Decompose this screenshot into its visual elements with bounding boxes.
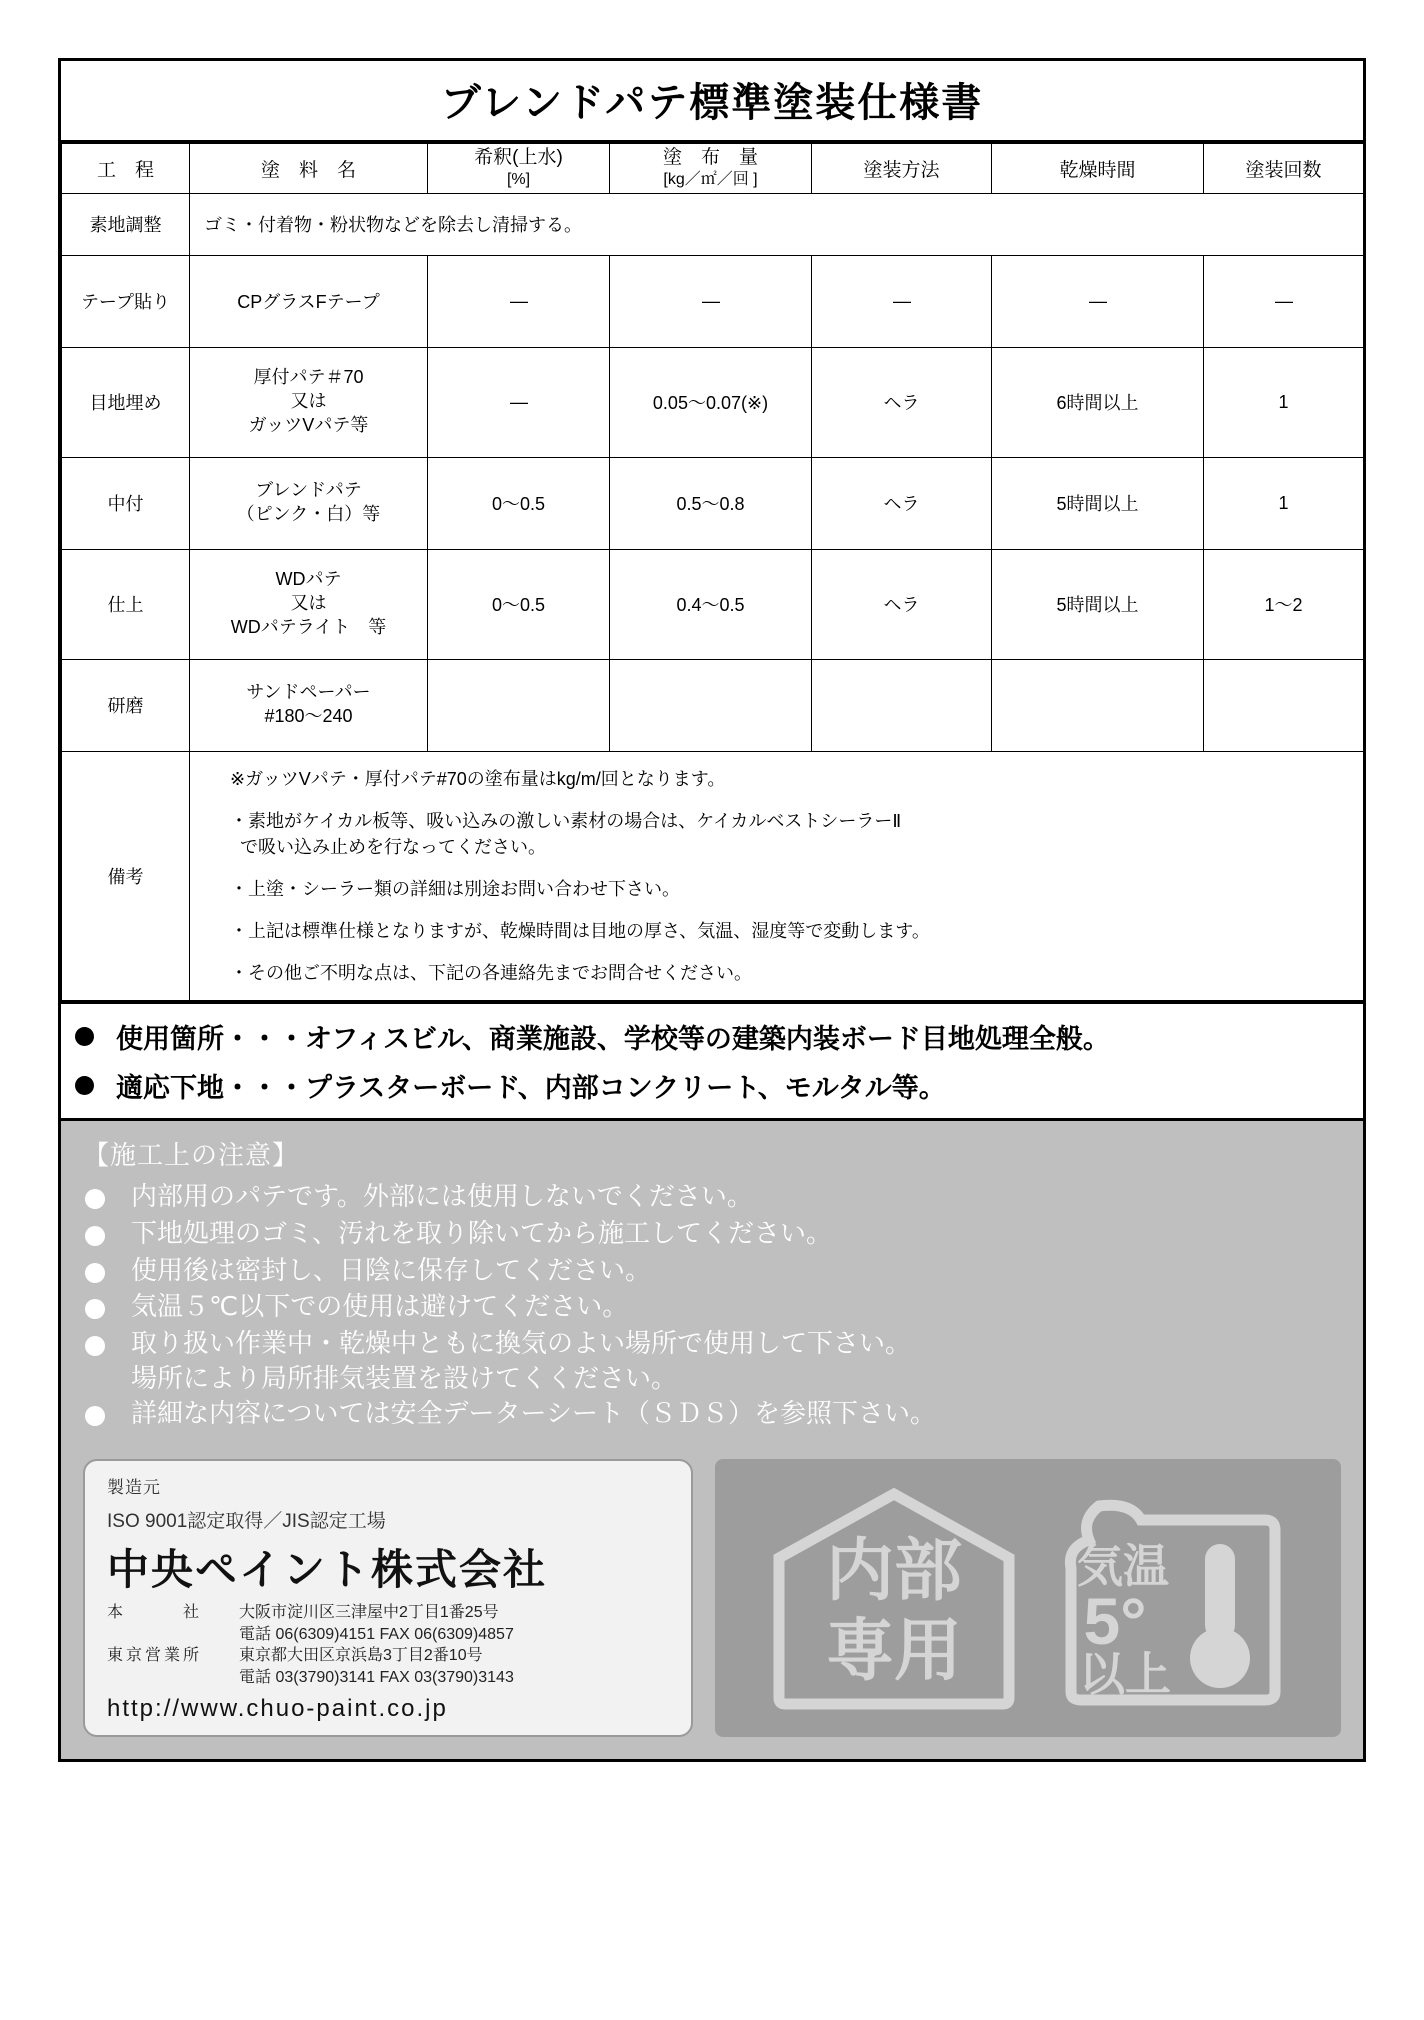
spec-table-wrap bbox=[61, 143, 1363, 1001]
row-coats: 1 bbox=[1204, 347, 1364, 457]
maker-website-url: http://www.chuo-paint.co.jp bbox=[107, 1695, 448, 1723]
row-coverage: 0.5〜0.8 bbox=[610, 457, 812, 549]
maker-company-name: 中央ペイント株式会社 bbox=[107, 1546, 548, 1594]
row-process-label: 研磨 bbox=[62, 659, 190, 751]
row-coats: 1 bbox=[1204, 457, 1364, 549]
caution-heading: 【施工上の注意】 bbox=[83, 1140, 300, 1171]
maker-office-row bbox=[107, 1646, 673, 1667]
bullet-dot-icon bbox=[85, 1189, 105, 1209]
interior-only-badge-icon bbox=[769, 1486, 1019, 1711]
maker-certification: ISO 9001認定取得／JIS認定工場 bbox=[107, 1511, 386, 1533]
caution-subline: 場所により局所排気装置を設けてくください。 bbox=[131, 1362, 678, 1393]
office-name-spacer bbox=[107, 1668, 239, 1689]
row-coats: ― bbox=[1204, 255, 1364, 347]
row-coverage: ― bbox=[610, 255, 812, 347]
row-dilution bbox=[428, 659, 610, 751]
row-drytime: 6時間以上 bbox=[992, 347, 1204, 457]
maker-label: 製造元 bbox=[107, 1478, 161, 1498]
caution-item bbox=[83, 1215, 1363, 1252]
table-row bbox=[62, 347, 1364, 457]
office-phone: 電話 03(3790)3141 FAX 03(3790)3143 bbox=[239, 1668, 514, 1686]
usage-label-substrate: 適応下地・・・ bbox=[116, 1073, 305, 1104]
row-coats: 1〜2 bbox=[1204, 549, 1364, 659]
remark-item-2: ・上塗・シーラー類の詳細は別途お問い合わせ下さい。 bbox=[230, 878, 680, 899]
office-address: 東京都大田区京浜島3丁目2番10号 bbox=[239, 1647, 483, 1665]
remark-item-1-line1: ・素地がケイカル板等、吸い込みの激しい素材の場合は、ケイカルベストシーラーⅡ bbox=[230, 810, 902, 831]
caution-item-text: 詳細な内容については安全データーシート（ＳＤＳ）を参照下さい。 bbox=[131, 1397, 936, 1428]
interior-badge-line1: 内部 bbox=[825, 1532, 963, 1609]
office-address: 大阪市淀川区三津屋中2丁目1番25号 bbox=[239, 1604, 499, 1622]
thermometer-icon bbox=[1190, 1544, 1250, 1688]
remark-item-4: ・その他ご不明な点は、下記の各連絡先までお問合せください。 bbox=[230, 963, 752, 983]
row-coverage bbox=[610, 659, 812, 751]
bullet-dot-icon bbox=[85, 1263, 105, 1283]
maker-card bbox=[83, 1459, 693, 1737]
row-coats bbox=[1204, 659, 1364, 751]
table-row bbox=[62, 549, 1364, 659]
row-process-label: テープ貼り bbox=[62, 255, 190, 347]
col-header-coats: 塗装回数 bbox=[1204, 144, 1364, 194]
caution-item-text: 取り扱い作業中・乾燥中ともに換気のよい場所で使用して下さい。 bbox=[131, 1328, 912, 1359]
remarks-body bbox=[190, 751, 1364, 1001]
usage-block bbox=[61, 1001, 1363, 1118]
row-method bbox=[812, 659, 992, 751]
row-surface-prep-text: ゴミ・付着物・粉状物などを除去し清掃する。 bbox=[190, 193, 1364, 255]
row-material: ブレンドパテ （ピンク・白）等 bbox=[190, 457, 428, 549]
temp-badge-line1: 気温 bbox=[1077, 1539, 1169, 1592]
row-dilution: 0〜0.5 bbox=[428, 457, 610, 549]
col-header-dilution-label: 希釈(上水) bbox=[474, 147, 563, 168]
row-process-label: 目地埋め bbox=[62, 347, 190, 457]
row-method: ヘラ bbox=[812, 457, 992, 549]
caution-item bbox=[83, 1325, 1363, 1362]
bullet-dot-icon bbox=[85, 1406, 105, 1426]
usage-text-location: オフィスビル、商業施設、学校等の建築内装ボード目地処理全般。 bbox=[305, 1024, 1110, 1055]
caution-item-text: 内部用のパテです。外部には使用しないでください。 bbox=[131, 1181, 753, 1212]
usage-label-location: 使用箇所・・・ bbox=[116, 1024, 305, 1055]
col-header-method: 塗装方法 bbox=[812, 144, 992, 194]
table-header-row bbox=[62, 144, 1364, 194]
spec-table bbox=[61, 143, 1364, 1001]
row-material: WDパテ 又は WDパテライト 等 bbox=[190, 549, 428, 659]
caution-item-text: 下地処理のゴミ、汚れを取り除いてから施工してください。 bbox=[131, 1217, 832, 1248]
row-dilution: ― bbox=[428, 347, 610, 457]
caution-item bbox=[83, 1178, 1363, 1215]
row-process-label: 中付 bbox=[62, 457, 190, 549]
col-header-dilution-unit: [%] bbox=[506, 171, 531, 189]
row-material: サンドペーパー #180〜240 bbox=[190, 659, 428, 751]
temperature-badge-icon bbox=[1037, 1486, 1287, 1711]
page-title: ブレンドパテ標準塗装仕様書 bbox=[440, 81, 984, 125]
remark-item-1-line2: で吸い込み止めを行なってください。 bbox=[240, 836, 546, 857]
caution-item bbox=[83, 1288, 1363, 1325]
row-drytime: 5時間以上 bbox=[992, 549, 1204, 659]
caution-item-text: 使用後は密封し、日陰に保存してください。 bbox=[131, 1254, 652, 1285]
office-phone: 電話 06(6309)4151 FAX 06(6309)4857 bbox=[239, 1625, 514, 1643]
caution-item bbox=[83, 1252, 1363, 1289]
maker-office-row bbox=[107, 1603, 673, 1624]
row-method: ヘラ bbox=[812, 347, 992, 457]
row-process-label: 仕上 bbox=[62, 549, 190, 659]
office-name: 東京営業所 bbox=[107, 1647, 203, 1665]
col-header-drytime: 乾燥時間 bbox=[992, 144, 1204, 194]
row-drytime: ― bbox=[992, 255, 1204, 347]
row-coverage: 0.4〜0.5 bbox=[610, 549, 812, 659]
row-material: CPグラスFテープ bbox=[190, 255, 428, 347]
interior-badge-line2: 専用 bbox=[825, 1612, 963, 1689]
document-frame bbox=[58, 58, 1366, 1762]
bullet-dot-icon bbox=[75, 1027, 94, 1046]
row-method: ヘラ bbox=[812, 549, 992, 659]
usage-line-location bbox=[61, 1012, 1363, 1061]
remark-item-3: ・上記は標準仕様となりますが、乾燥時間は目地の厚さ、気温、湿度等で変動します。 bbox=[230, 920, 930, 941]
maker-office-phone-row bbox=[107, 1625, 673, 1646]
document-title-bar bbox=[61, 61, 1363, 143]
office-name: 本 社 bbox=[107, 1604, 203, 1622]
table-row bbox=[62, 659, 1364, 751]
bullet-dot-icon bbox=[75, 1076, 94, 1095]
remark-item-1 bbox=[230, 808, 1347, 860]
table-row-surface-prep bbox=[62, 193, 1364, 255]
usage-text-substrate: プラスターボード、内部コンクリート、モルタル等。 bbox=[305, 1073, 946, 1104]
table-row bbox=[62, 255, 1364, 347]
badge-panel bbox=[715, 1459, 1341, 1737]
office-name-spacer bbox=[107, 1625, 239, 1646]
col-header-coverage-unit: [kg／㎡／回 ] bbox=[663, 171, 758, 189]
row-drytime: 5時間以上 bbox=[992, 457, 1204, 549]
temp-badge-line2: 5° bbox=[1083, 1583, 1147, 1658]
bullet-dot-icon bbox=[85, 1226, 105, 1246]
bullet-dot-icon bbox=[85, 1299, 105, 1319]
footer-panel bbox=[61, 1449, 1363, 1759]
table-row-remarks bbox=[62, 751, 1364, 1001]
row-process-label: 素地調整 bbox=[62, 193, 190, 255]
col-header-process: 工 程 bbox=[62, 144, 190, 194]
col-header-coverage-label: 塗 布 量 bbox=[662, 147, 758, 168]
caution-item-text: 気温５℃以下での使用は避けてください。 bbox=[131, 1291, 629, 1322]
remark-item-0: ※ガッツVパテ・厚付パテ#70の塗布量はkg/m/回となります。 bbox=[230, 768, 726, 789]
row-coverage: 0.05〜0.07(※) bbox=[610, 347, 812, 457]
caution-item bbox=[83, 1395, 1363, 1432]
row-drytime bbox=[992, 659, 1204, 751]
bullet-dot-icon bbox=[85, 1336, 105, 1356]
row-material: 厚付パテ＃70 又は ガッツVパテ等 bbox=[190, 347, 428, 457]
usage-line-substrate bbox=[61, 1061, 1363, 1110]
row-dilution: 0〜0.5 bbox=[428, 549, 610, 659]
col-header-coverage bbox=[610, 144, 812, 194]
temp-badge-line3: 以上 bbox=[1079, 1647, 1171, 1700]
caution-panel bbox=[61, 1118, 1363, 1449]
maker-address-table bbox=[107, 1603, 673, 1689]
col-header-dilution bbox=[428, 144, 610, 194]
col-header-material: 塗 料 名 bbox=[190, 144, 428, 194]
maker-office-phone-row bbox=[107, 1668, 673, 1689]
remarks-label: 備考 bbox=[62, 751, 190, 1001]
row-dilution: ― bbox=[428, 255, 610, 347]
table-row bbox=[62, 457, 1364, 549]
row-method: ― bbox=[812, 255, 992, 347]
